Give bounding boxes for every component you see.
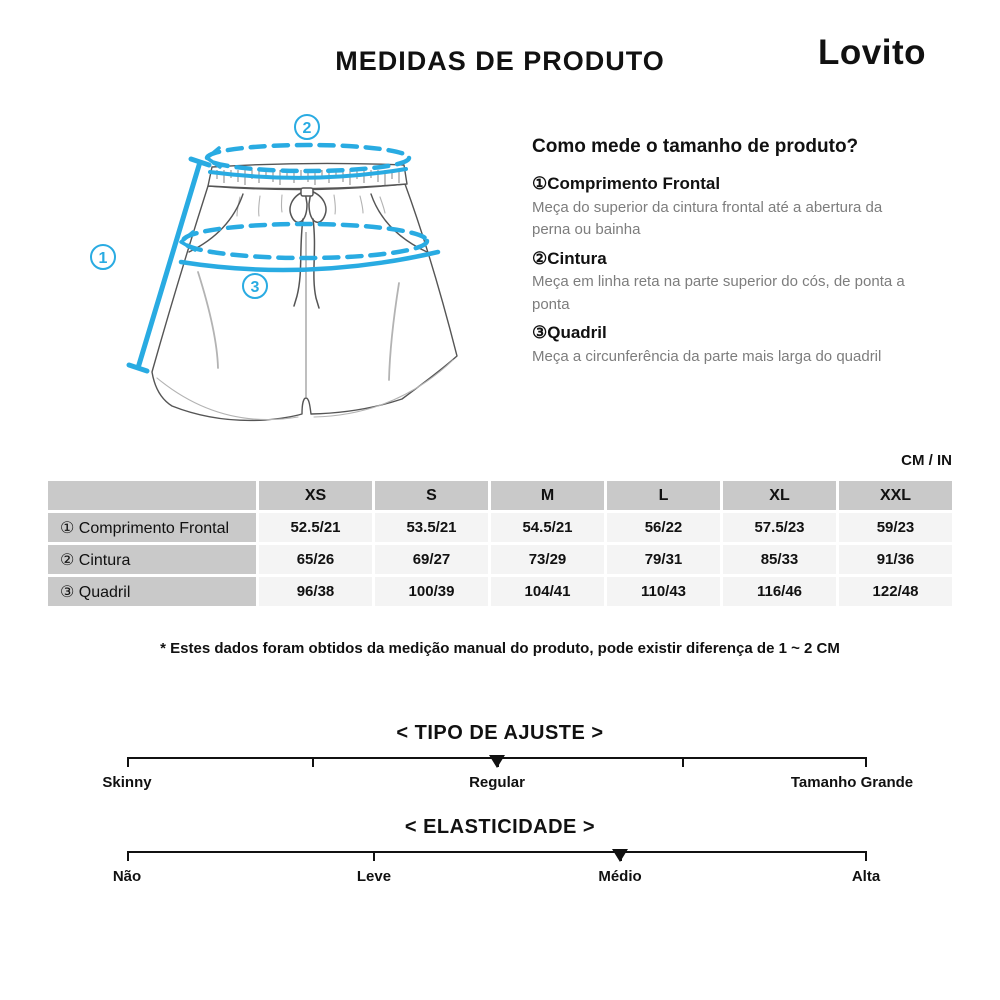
brand-logo: Lovito bbox=[818, 33, 926, 72]
table-cell: 57.5/23 bbox=[723, 513, 836, 542]
table-cell: 116/46 bbox=[723, 577, 836, 606]
scale-label-none: Não bbox=[112, 868, 142, 885]
scale-label-high: Alta bbox=[851, 868, 881, 885]
row-label-hip: ③ Quadril bbox=[48, 577, 256, 606]
col-header-xxl: XXL bbox=[839, 481, 952, 510]
guide-item-desc: Meça do superior da cintura frontal até a abertura da perna ou bainha bbox=[532, 198, 883, 239]
table-cell: 91/36 bbox=[839, 545, 952, 574]
table-cell: 85/33 bbox=[723, 545, 836, 574]
guide-item-label: ③Quadril bbox=[532, 323, 607, 343]
scale-label-skinny: Skinny bbox=[102, 774, 152, 791]
fit-type-marker-icon bbox=[489, 755, 505, 768]
table-cell: 110/43 bbox=[607, 577, 720, 606]
col-header-xl: XL bbox=[723, 481, 836, 510]
scale-tick bbox=[312, 757, 314, 767]
guide-item-label: ②Cintura bbox=[532, 248, 607, 268]
table-cell: 79/31 bbox=[607, 545, 720, 574]
col-header-l: L bbox=[607, 481, 720, 510]
table-cell: 104/41 bbox=[491, 577, 604, 606]
guide-item-desc: Meça em linha reta na parte superior do cós, de ponta a ponta bbox=[532, 273, 905, 313]
shorts-illustration bbox=[60, 100, 500, 440]
marker-1-label: 1 bbox=[98, 250, 108, 267]
table-cell: 59/23 bbox=[839, 513, 952, 542]
table-cell: 65/26 bbox=[259, 545, 372, 574]
size-table bbox=[48, 481, 952, 606]
scale-tick bbox=[373, 851, 375, 861]
table-cell: 73/29 bbox=[491, 545, 604, 574]
fit-type-labels bbox=[0, 774, 1000, 796]
table-cell: 96/38 bbox=[259, 577, 372, 606]
unit-label: CM / IN bbox=[901, 452, 952, 469]
table-corner-cell bbox=[48, 481, 256, 510]
scale-tick bbox=[865, 851, 867, 861]
guide-item-hip bbox=[532, 321, 924, 368]
guide-title: Como mede o tamanho de produto? bbox=[532, 136, 859, 157]
table-cell: 69/27 bbox=[375, 545, 488, 574]
guide-item-front-length bbox=[532, 172, 924, 242]
table-cell: 52.5/21 bbox=[259, 513, 372, 542]
scale-tick bbox=[865, 757, 867, 767]
table-cell: 56/22 bbox=[607, 513, 720, 542]
page-title: MEDIDAS DE PRODUTO bbox=[335, 46, 665, 76]
fit-type-title: < TIPO DE AJUSTE > bbox=[396, 722, 604, 744]
table-cell: 100/39 bbox=[375, 577, 488, 606]
guide-item-waist bbox=[532, 247, 924, 317]
col-header-s: S bbox=[375, 481, 488, 510]
measure-guide bbox=[532, 136, 924, 373]
marker-3-label: 3 bbox=[250, 279, 260, 296]
scale-tick bbox=[682, 757, 684, 767]
scale-label-regular: Regular bbox=[469, 774, 525, 791]
elasticity-scale bbox=[127, 851, 867, 853]
row-label-waist: ② Cintura bbox=[48, 545, 256, 574]
guide-item-desc: Meça a circunferência da parte mais larga do quadril bbox=[532, 347, 882, 365]
marker-2-label: 2 bbox=[302, 120, 312, 137]
elasticity-marker-icon bbox=[612, 849, 628, 862]
fit-type-scale bbox=[127, 757, 867, 759]
scale-tick bbox=[127, 851, 129, 861]
elasticity-labels bbox=[0, 868, 1000, 890]
elasticity-title: < ELASTICIDADE > bbox=[404, 816, 596, 838]
scale-label-medium: Médio bbox=[598, 868, 642, 885]
col-header-xs: XS bbox=[259, 481, 372, 510]
scale-label-oversize: Tamanho Grande bbox=[790, 774, 914, 791]
col-header-m: M bbox=[491, 481, 604, 510]
row-label-front-length: ① Comprimento Frontal bbox=[48, 513, 256, 542]
table-cell: 54.5/21 bbox=[491, 513, 604, 542]
table-cell: 53.5/21 bbox=[375, 513, 488, 542]
measurement-disclaimer: * Estes dados foram obtidos da medição manual do produto, pode existir diferença de 1 ~ 2 CM bbox=[160, 640, 840, 657]
scale-label-light: Leve bbox=[356, 868, 392, 885]
table-cell: 122/48 bbox=[839, 577, 952, 606]
guide-item-label: ①Comprimento Frontal bbox=[532, 174, 721, 193]
shorts-drawing-svg bbox=[60, 100, 500, 440]
scale-tick bbox=[127, 757, 129, 767]
